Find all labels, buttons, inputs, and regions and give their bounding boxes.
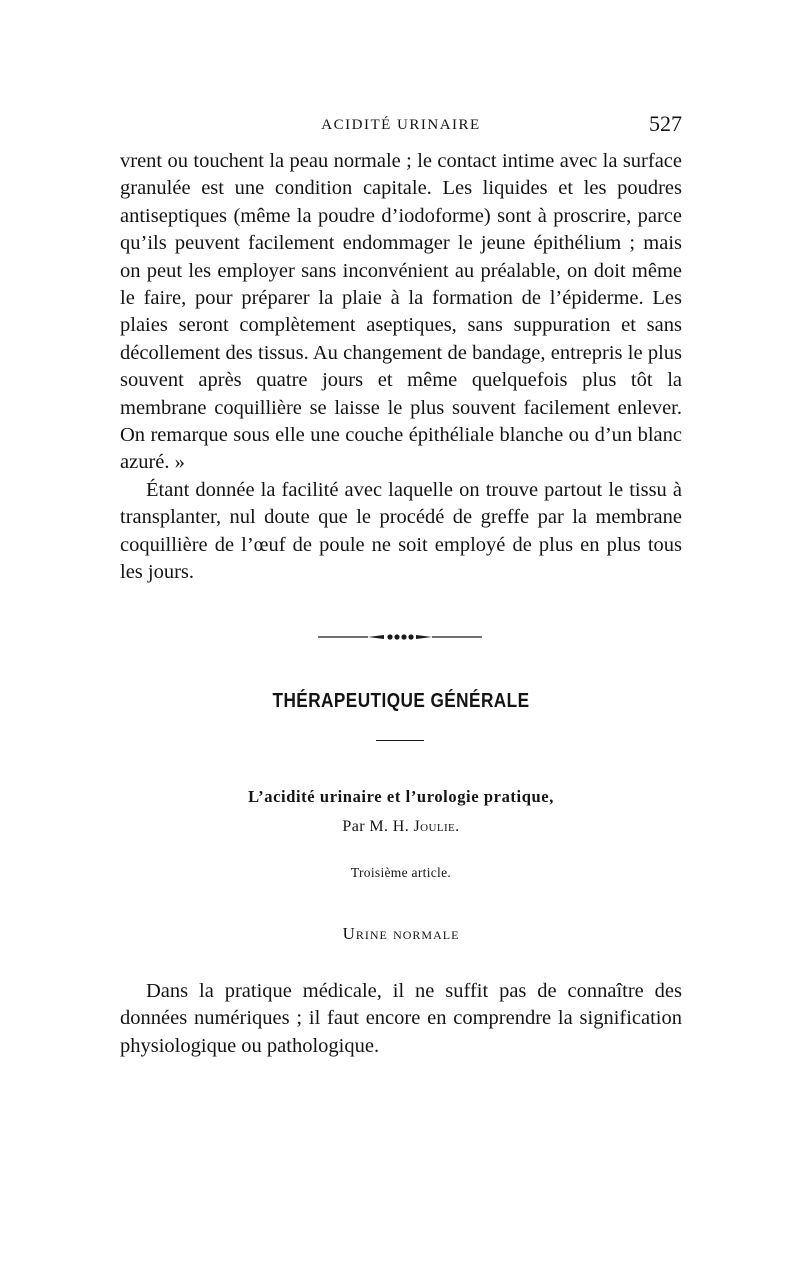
running-head	[120, 113, 682, 143]
running-title: ACIDITÉ URINAIRE	[321, 117, 481, 133]
byline-author: Joulie.	[413, 818, 460, 835]
paragraph-opening: Dans la pratique médicale, il ne suffit pas de connaître des données numériques ; il faut encore en comprendre la signification physiologique ou pathologique.	[120, 980, 682, 1057]
closing-text	[120, 978, 682, 1060]
page-number: 527	[649, 111, 682, 136]
ornament-divider	[318, 633, 482, 641]
heading-rule	[376, 740, 424, 741]
paragraph-continuation: vrent ou touchent la peau normale ; le contact intime avec la surface granulée est une condition capitale. Les liquides et les poudres antiseptiques (même la poudre d’iodoforme) sont à proscrire, parce qu’ils peuvent facilement endommager le jeune épithélium ; mais on peut les employer sans inconvénient au préalable, on doit même le faire, pour préparer la plaie à la formation de l’épiderme. Les plaies seront complètement aseptiques, sans suppuration et sans décollement des tissus. Au changement de bandage, entrepris le plus souvent après quatre jours et même quelquefois plus tôt la membrane coquillière se laisse le plus souvent facilement enlever. On remarque sous elle une couche épithéliale blanche ou d’un blanc azuré. »	[120, 150, 682, 474]
body-text	[120, 148, 682, 587]
byline-prefix: Par M. H.	[342, 818, 410, 835]
article-title: L’acidité urinaire et l’urologie pratique,	[248, 787, 554, 806]
installment-note: Troisième article.	[350, 865, 452, 880]
byline	[120, 818, 682, 836]
section-heading: THÉRAPEUTIQUE GÉNÉRALE	[272, 690, 530, 712]
subsection-heading: Urine normale	[342, 924, 460, 943]
paragraph-conclusion: Étant donnée la facilité avec laquelle on trouve partout le tissu à transplanter, nul doute que le procédé de greffe par la membrane coquillière de l’œuf de poule ne soit employé de plus en plus tous les jours.	[120, 478, 682, 584]
